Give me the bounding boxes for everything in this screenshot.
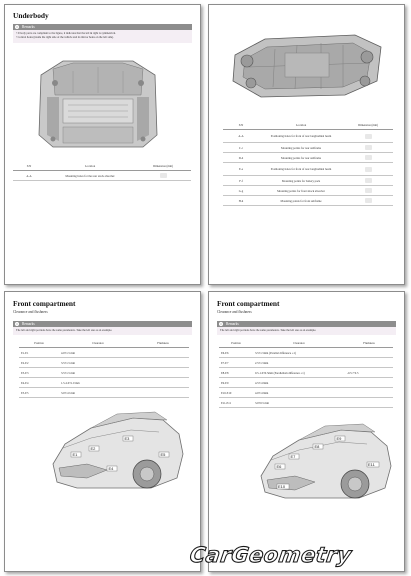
table-cell (343, 130, 393, 143)
table-cell: E6-E6 (219, 348, 253, 358)
table-cell (343, 163, 393, 176)
remarks-box (13, 24, 192, 43)
column-header: Location (259, 121, 343, 130)
dimension-placeholder (365, 178, 372, 183)
table-row (219, 398, 393, 408)
table-header-row (13, 162, 191, 171)
page-subtitle: Clearance and flushness (217, 310, 252, 314)
dimension-placeholder (365, 198, 372, 203)
clearance-table (219, 339, 393, 408)
dimension-placeholder (365, 167, 372, 172)
table-cell: Positioning holes for front of rear longitudinal beam (259, 130, 343, 143)
table-cell: E10-E10 (219, 388, 253, 398)
table-cell: 1.5-2.0±1.0 mm (59, 378, 137, 388)
table-cell (137, 378, 189, 388)
page-title: Front compartment (13, 299, 76, 308)
table-cell: Mounting points for rear subframe (259, 153, 343, 163)
table-row (223, 143, 393, 153)
table-row (223, 186, 393, 196)
table-cell (345, 388, 393, 398)
info-icon: i (220, 322, 222, 326)
table-cell: E7-E7 (219, 358, 253, 368)
column-header: Clearance (253, 339, 345, 348)
table-cell: Mounting points for front subframe (259, 196, 343, 206)
callout-label: E2 (90, 446, 96, 451)
page-underbody (4, 4, 201, 285)
table-cell (343, 186, 393, 196)
column-header: Flushness (137, 339, 189, 348)
remark-line: The left and right portions have the same parameters. Take the left one as an example. (16, 329, 113, 332)
table-cell: A-A (223, 130, 259, 143)
dimension-placeholder (365, 155, 372, 160)
remark-line: • Control holes (inside the right side of the vehicle and its mirror holes on the left side). (16, 36, 114, 40)
column-header: Location (45, 162, 135, 171)
remarks-box (13, 321, 192, 335)
table-cell (345, 378, 393, 388)
callout-label: E9 (336, 436, 342, 441)
table-cell (343, 196, 393, 206)
table-row (19, 348, 189, 358)
callout-label: E5 (160, 452, 166, 457)
callout-label: E10 (278, 484, 286, 489)
column-header: Dimension (mm) (135, 162, 191, 171)
dimension-placeholder (160, 173, 167, 178)
table-cell: F-f (223, 176, 259, 186)
underbody-diagram (33, 55, 163, 151)
page-front-compartment (4, 291, 201, 572)
table-cell (137, 368, 189, 378)
page-title: Underbody (13, 11, 49, 20)
remarks-header (13, 24, 192, 30)
column-header: Position (219, 339, 253, 348)
remarks-label: Remarks (22, 322, 35, 326)
dimension-placeholder (365, 134, 372, 139)
table-cell (343, 143, 393, 153)
table-cell: Mounting points for front shock absorber (259, 186, 343, 196)
table-cell (345, 358, 393, 368)
brand-watermark: CarGeometry (188, 543, 354, 567)
info-icon: i (16, 322, 18, 326)
table-cell: 2.5±1.5mm (253, 358, 345, 368)
table-row (19, 388, 189, 398)
page-front-compartment-continued (208, 291, 405, 572)
dimensions-table (223, 121, 393, 206)
column-header: S/N (13, 162, 45, 171)
table-cell: -0.5~+0.5 (345, 368, 393, 378)
table-row (223, 163, 393, 176)
table-row (19, 368, 189, 378)
table-row (219, 348, 393, 358)
table-cell: A-A (13, 171, 45, 181)
table-cell: 3.5±1.5 mm (59, 368, 137, 378)
callout-label: E4 (108, 466, 114, 471)
page-title: Front compartment (217, 299, 280, 308)
table-cell: Mounting holes for the rear stock absorber (45, 171, 135, 181)
remarks-label: Remarks (226, 322, 239, 326)
table-cell: 3.5±1.5mm (Parallel difference ≤1) (253, 348, 345, 358)
table-row (223, 176, 393, 186)
table-row (19, 358, 189, 368)
table-cell (345, 398, 393, 408)
clearance-table (19, 339, 189, 398)
table-cell: E-e (223, 163, 259, 176)
table-cell: E8-E8 (219, 368, 253, 378)
remarks-body (13, 327, 192, 335)
column-header: Flushness (345, 339, 393, 348)
table-row (219, 388, 393, 398)
callout-label: E3 (124, 436, 130, 441)
page-subtitle: Clearance and flushness (13, 310, 48, 314)
table-cell: Positioning holes for front of rear longitudinal beam (259, 163, 343, 176)
car-front-diagram (255, 422, 395, 504)
car-front-diagram (47, 408, 187, 494)
table-cell (137, 388, 189, 398)
table-row (223, 130, 393, 143)
table-cell: E9-E9 (219, 378, 253, 388)
column-header: Dimension (mm) (343, 121, 393, 130)
table-cell: 4.0±1.5 mm (59, 348, 137, 358)
remarks-label: Remarks (22, 25, 35, 29)
callout-label: E6 (276, 464, 282, 469)
table-cell: E3-E3 (19, 368, 59, 378)
dimension-placeholder (365, 145, 372, 150)
table-cell: Mounting points for battery pack (259, 176, 343, 186)
table-cell (137, 358, 189, 368)
table-cell: 0.5-1.0±0.5mm (Parallelism difference ≤1) (253, 368, 345, 378)
table-cell: 3.5±1.5 mm (59, 358, 137, 368)
table-row (219, 358, 393, 368)
table-header-row (19, 339, 189, 348)
table-cell: Mounting points for rear subframe (259, 143, 343, 153)
table-cell (343, 176, 393, 186)
remarks-body (13, 30, 192, 43)
table-cell: 3.0±1.0 mm (59, 388, 137, 398)
remark-line: The left and right portions have the same parameters. Take the left one as an example. (220, 329, 317, 332)
table-row (223, 196, 393, 206)
table-row (13, 171, 191, 181)
table-header-row (219, 339, 393, 348)
table-row (223, 153, 393, 163)
page-underbody-continued (208, 4, 405, 285)
table-cell: E1-E1 (19, 348, 59, 358)
callout-label: E8 (314, 444, 320, 449)
table-cell: 4.0±1.0mm (253, 388, 345, 398)
table-cell: E4-E4 (19, 378, 59, 388)
table-header-row (223, 121, 393, 130)
table-cell: D-d (223, 153, 259, 163)
table-cell: C-c (223, 143, 259, 153)
table-row (19, 378, 189, 388)
remarks-body (217, 327, 396, 335)
table-cell: E5-E5 (19, 388, 59, 398)
table-cell (345, 348, 393, 358)
callout-label: E7 (290, 454, 296, 459)
table-row (219, 368, 393, 378)
remark-line: • If body parts are compliant to the figure, it indicates that the left & right is symmetrical. (16, 32, 117, 35)
table-cell: 4.5±1.0mm (253, 378, 345, 388)
table-cell: G-g (223, 186, 259, 196)
table-cell (137, 348, 189, 358)
column-header: S/N (223, 121, 259, 130)
dimensions-table (13, 162, 191, 181)
remarks-box (217, 321, 396, 335)
table-cell: H-h (223, 196, 259, 206)
table-row (219, 378, 393, 388)
chassis-diagram (225, 25, 389, 103)
table-cell (135, 171, 191, 181)
table-cell: 3.0±0.5 mm (253, 398, 345, 408)
info-icon: i (16, 25, 18, 29)
remarks-header (217, 321, 396, 327)
callout-label: E1 (72, 452, 78, 457)
table-cell: E2-E2 (19, 358, 59, 368)
table-cell: E11-E11 (219, 398, 253, 408)
remarks-header (13, 321, 192, 327)
column-header: Position (19, 339, 59, 348)
table-cell (343, 153, 393, 163)
callout-label: E11 (368, 462, 375, 467)
dimension-placeholder (365, 188, 372, 193)
column-header: Clearance (59, 339, 137, 348)
